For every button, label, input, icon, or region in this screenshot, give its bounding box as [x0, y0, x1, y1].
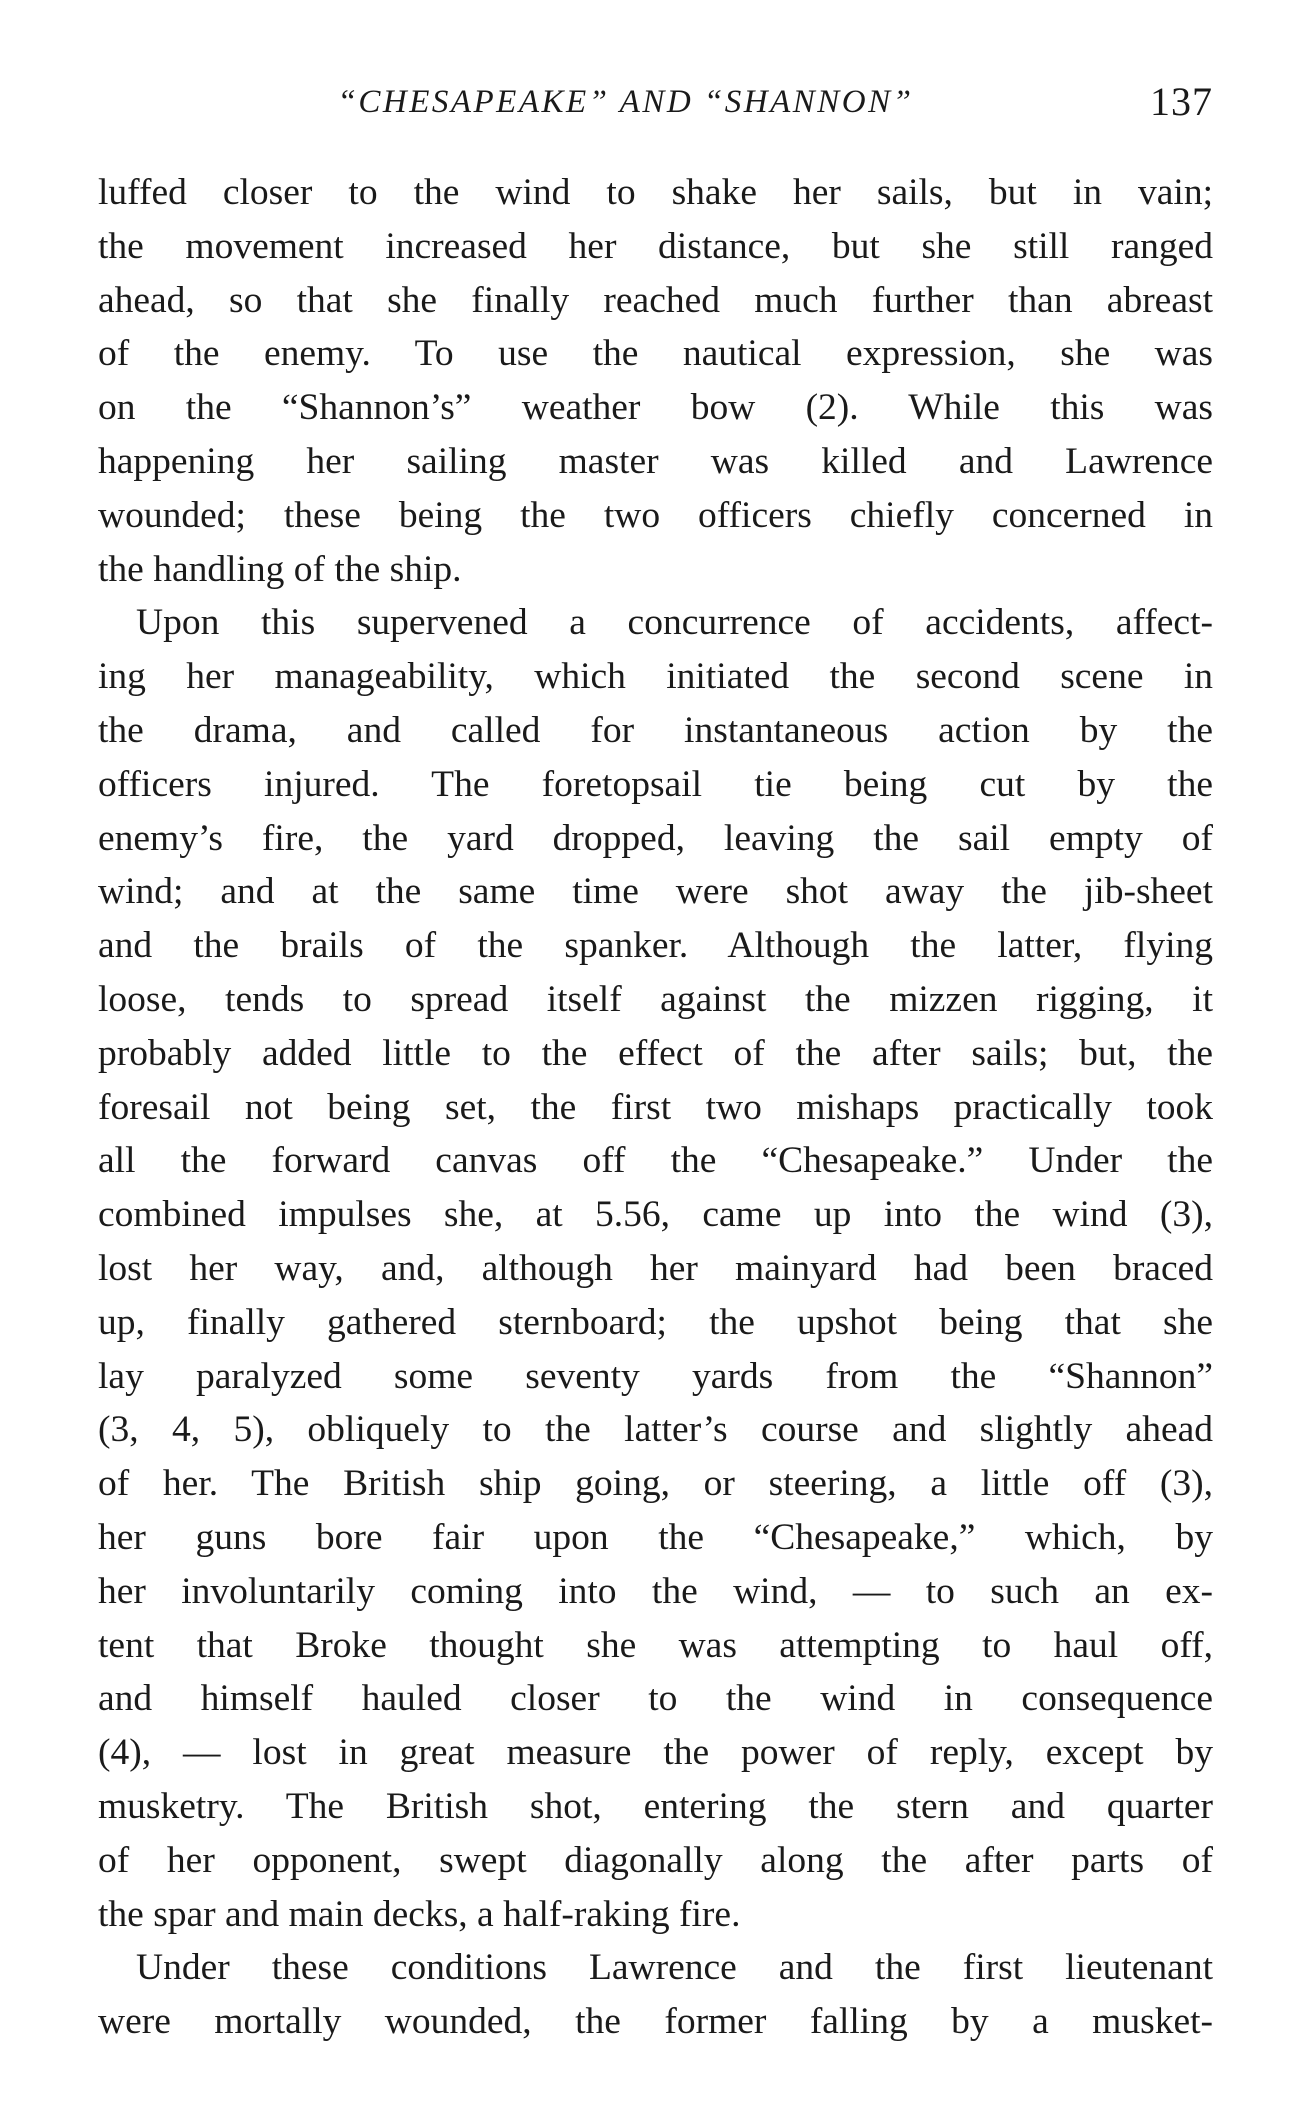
text-line: lay paralyzed some seventy yards from the “Shannon”	[98, 1355, 1213, 1397]
text-line: the drama, and called for instantaneous action by the	[98, 709, 1213, 751]
text-line: her involuntarily coming into the wind, — to such an ex-	[98, 1570, 1213, 1612]
text-line: officers injured. The foretopsail tie being cut by the	[98, 763, 1213, 805]
text-line: were mortally wounded, the former falling by a musket-	[98, 2001, 1213, 2043]
book-page	[98, 78, 1213, 2078]
text-line: wounded; these being the two officers chiefly concerned in	[98, 494, 1213, 536]
text-line: probably added little to the effect of the after sails; but, the	[98, 1032, 1213, 1074]
text-line: wind; and at the same time were shot away the jib-sheet	[98, 871, 1213, 913]
text-line: loose, tends to spread itself against the mizzen rigging, it	[98, 978, 1213, 1020]
paragraph-3	[98, 1941, 1213, 2049]
text-line: her guns bore fair upon the “Chesapeake,” which, by	[98, 1516, 1213, 1558]
text-line: on the “Shannon’s” weather bow (2). While this was	[98, 387, 1213, 429]
running-head	[98, 78, 1213, 140]
text-line: the spar and main decks, a half-raking fire.	[98, 1893, 741, 1935]
text-line: tent that Broke thought she was attempting to haul off,	[98, 1624, 1213, 1666]
text-line: combined impulses she, at 5.56, came up into the wind (3),	[98, 1194, 1213, 1236]
text-line: (4), — lost in great measure the power of reply, except by	[98, 1732, 1213, 1774]
text-line: and himself hauled closer to the wind in consequence	[98, 1678, 1213, 1720]
text-line: enemy’s fire, the yard dropped, leaving the sail empty of	[98, 817, 1213, 859]
text-line: ing her manageability, which initiated the second scene in	[98, 656, 1213, 698]
text-line: musketry. The British shot, entering the stern and quarter	[98, 1785, 1213, 1827]
text-line: happening her sailing master was killed and Lawrence	[98, 440, 1213, 482]
text-line: the movement increased her distance, but she still ranged	[98, 225, 1213, 267]
text-line: foresail not being set, the first two mishaps practically took	[98, 1086, 1213, 1128]
paragraph-2	[98, 596, 1213, 1941]
running-title: “CHESAPEAKE” AND “SHANNON”	[337, 84, 914, 120]
text-line: lost her way, and, although her mainyard had been braced	[98, 1247, 1213, 1289]
text-line: of her opponent, swept diagonally along the after parts of	[98, 1839, 1213, 1881]
text-line: (3, 4, 5), obliquely to the latter’s course and slightly ahead	[98, 1409, 1213, 1451]
text-line: all the forward canvas off the “Chesapeake.” Under the	[98, 1140, 1213, 1182]
text-line: Under these conditions Lawrence and the first lieutenant	[136, 1947, 1213, 1989]
text-line: up, finally gathered sternboard; the upshot being that she	[98, 1301, 1213, 1343]
page-number: 137	[1150, 79, 1213, 124]
text-line: ahead, so that she finally reached much further than abreast	[98, 279, 1213, 321]
text-line: Upon this supervened a concurrence of accidents, affect-	[136, 602, 1213, 644]
body-text	[98, 166, 1213, 2049]
text-line: and the brails of the spanker. Although the latter, flying	[98, 925, 1213, 967]
text-line: the handling of the ship.	[98, 548, 462, 590]
text-line: of her. The British ship going, or steering, a little off (3),	[98, 1463, 1213, 1505]
text-line: luffed closer to the wind to shake her sails, but in vain;	[98, 172, 1213, 213]
text-line: of the enemy. To use the nautical expression, she was	[98, 333, 1213, 375]
paragraph-1	[98, 166, 1213, 596]
